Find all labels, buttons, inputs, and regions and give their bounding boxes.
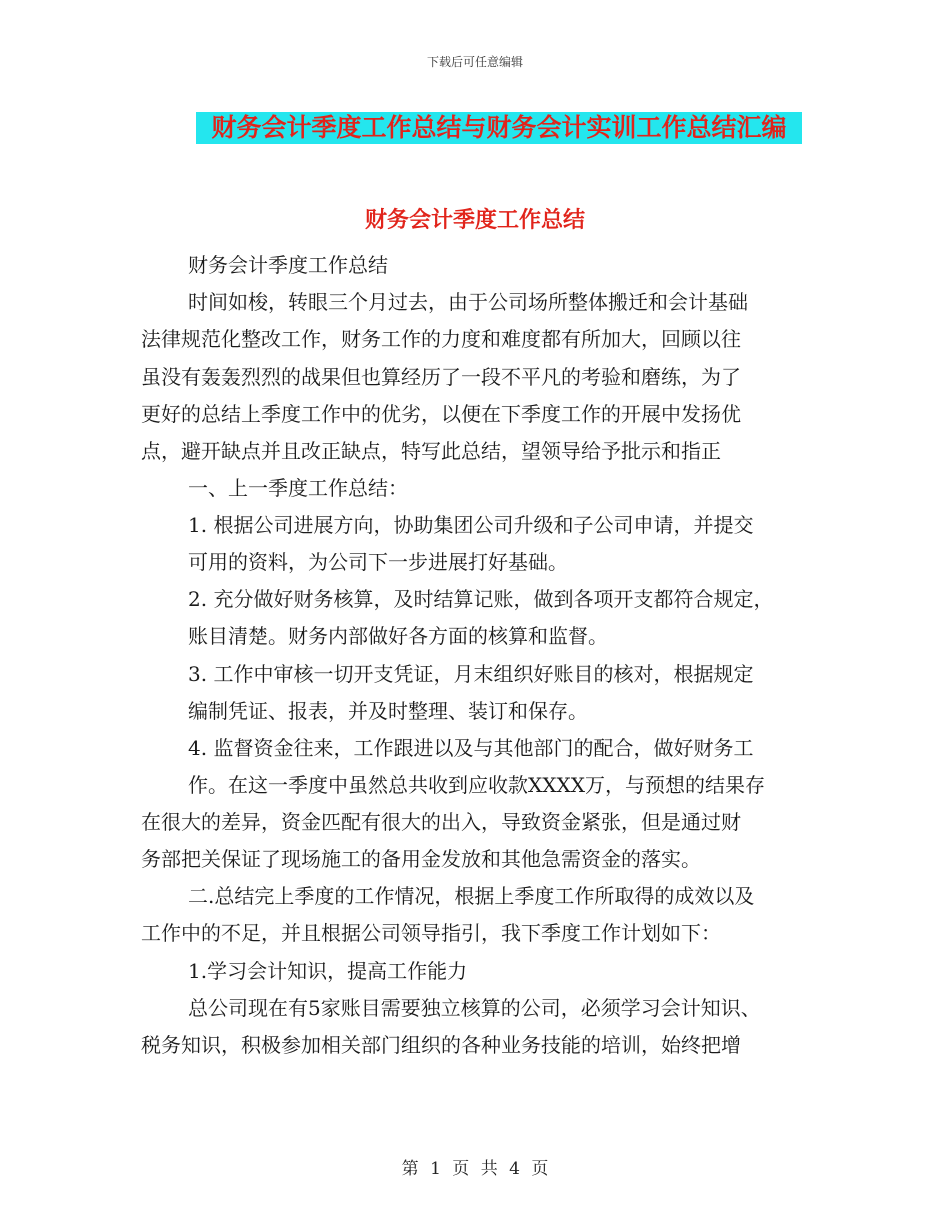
main-title: 财务会计季度工作总结与财务会计实训工作总结汇编 (196, 112, 802, 144)
body-line: 虽没有轰轰烈烈的战果但也算经历了一段不平凡的考验和磨练，为了 (141, 365, 741, 389)
body-line: 2. 充分做好财务核算，及时结算记账，做到各项开支都符合规定， (188, 587, 774, 611)
body-line: 二.总结完上季度的工作情况，根据上季度工作所取得的成效以及 (188, 884, 755, 908)
body-line: 总公司现在有5家账目需要独立核算的公司，必须学习会计知识、 (188, 996, 761, 1020)
body-line: 编制凭证、报表，并及时整理、装订和保存。 (188, 699, 588, 723)
body-line: 4. 监督资金往来，工作跟进以及与其他部门的配合，做好财务工 (188, 736, 754, 760)
body-line: 法律规范化整改工作，财务工作的力度和难度都有所加大，回顾以往 (141, 327, 741, 351)
section-title: 财务会计季度工作总结 (364, 208, 585, 233)
body-line: 务部把关保证了现场施工的备用金发放和其他急需资金的落实。 (141, 847, 701, 871)
body-line: 3. 工作中审核一切开支凭证，月末组织好账目的核对，根据规定 (188, 662, 754, 686)
body-line: 可用的资料，为公司下一步进展打好基础。 (188, 550, 568, 574)
page-footer: 第 1 页 共 4 页 (401, 1159, 549, 1179)
body-line: 账目清楚。财务内部做好各方面的核算和监督。 (188, 624, 608, 648)
body-line: 一、上一季度工作总结： (188, 476, 408, 500)
body-line: 更好的总结上季度工作中的优劣，以便在下季度工作的开展中发扬优 (141, 402, 741, 426)
body-line: 时间如梭，转眼三个月过去，由于公司场所整体搬迁和会计基础 (188, 290, 748, 314)
body-line: 作。在这一季度中虽然总共收到应收款XXXX万，与预想的结果存 (188, 773, 765, 797)
body-line: 税务知识，积极参加相关部门组织的各种业务技能的培训，始终把增 (141, 1033, 741, 1057)
body-line: 点，避开缺点并且改正缺点，特写此总结，望领导给予批示和指正 (141, 439, 721, 463)
body-line: 财务会计季度工作总结 (188, 253, 388, 277)
body-line: 工作中的不足，并且根据公司领导指引，我下季度工作计划如下： (141, 921, 721, 945)
body-line: 1.学习会计知识，提高工作能力 (188, 959, 468, 983)
body-line: 1. 根据公司进展方向，协助集团公司升级和子公司申请，并提交 (188, 513, 754, 537)
header-note: 下载后可任意编辑 (426, 55, 523, 69)
body-line: 在很大的差异，资金匹配有很大的出入，导致资金紧张，但是通过财 (141, 810, 741, 834)
